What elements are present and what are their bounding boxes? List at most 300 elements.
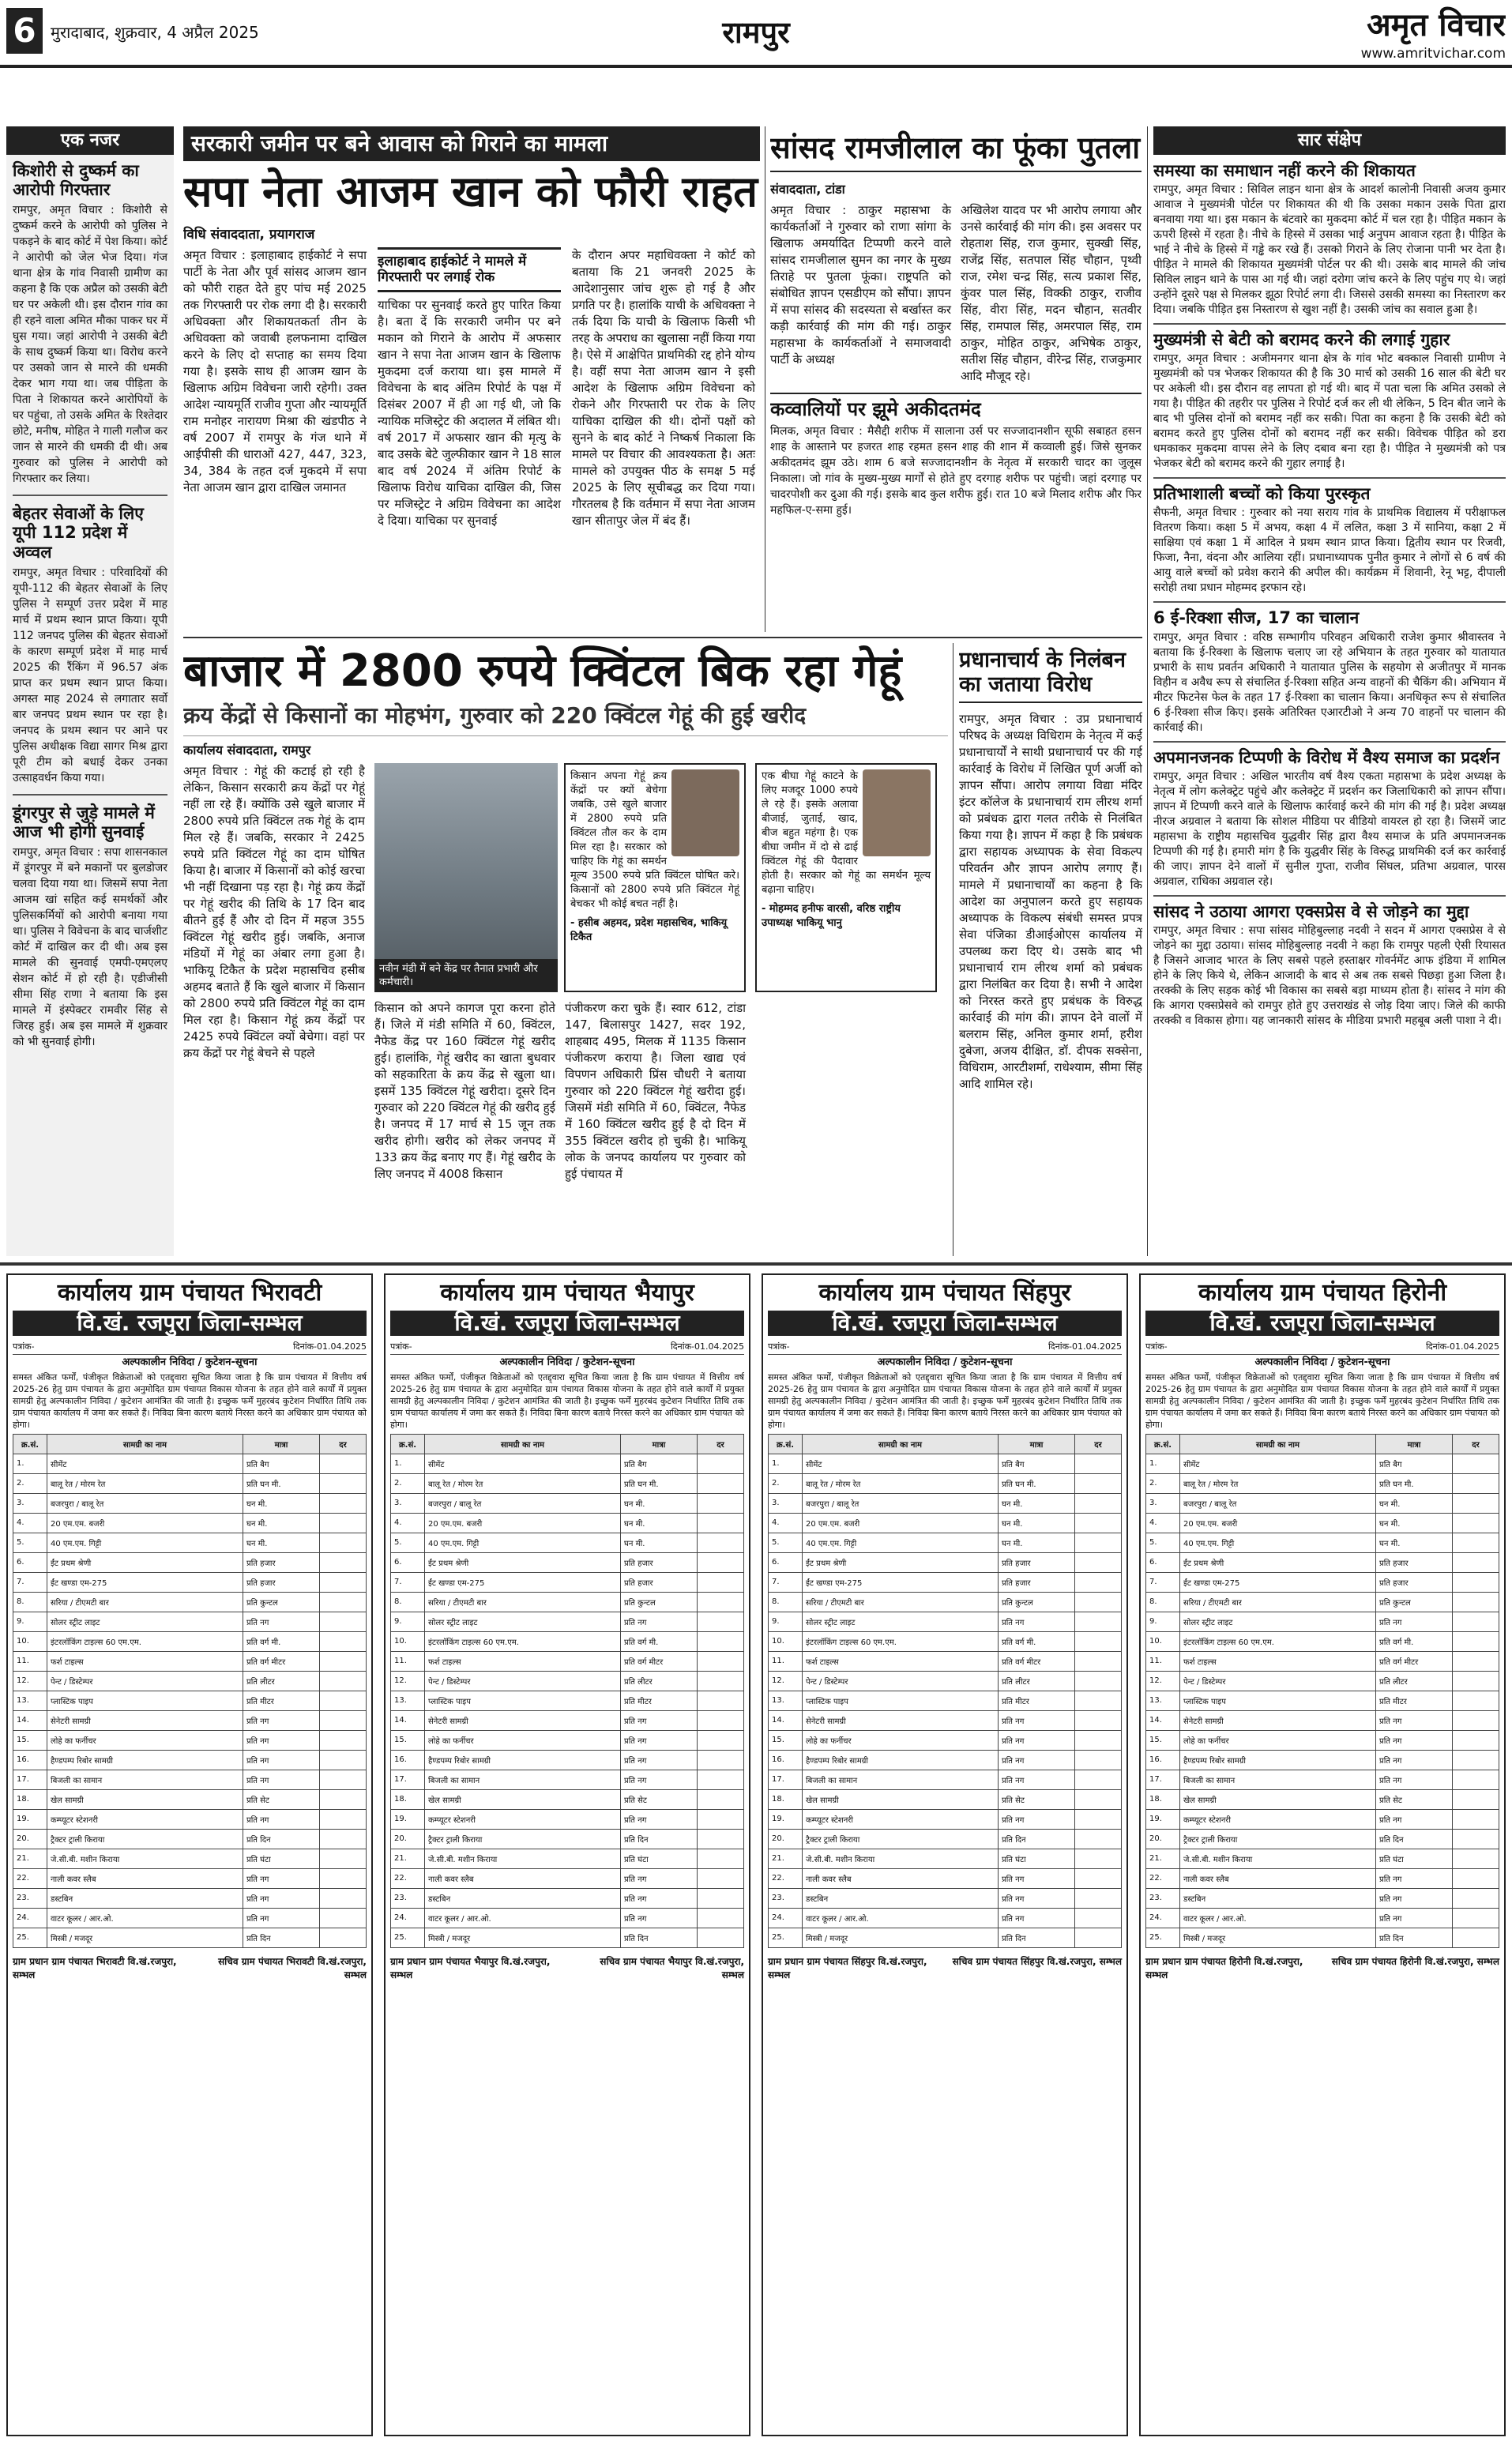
sign-sachiv: सचिव ग्राम पंचायत भैयापुर वि.खं.रजपुरा, सम्भल [600, 1955, 744, 1980]
brief-item [13, 504, 167, 785]
table-cell: 25. [769, 1928, 803, 1947]
table-cell: कम्प्यूटर स्टेशनरी [425, 1809, 621, 1829]
notice-table [768, 1434, 1122, 1948]
table-row [13, 1710, 367, 1730]
table-cell [320, 1750, 367, 1770]
table-cell: ईंट प्रथम श्रेणी [47, 1552, 243, 1572]
table-row [1146, 1868, 1499, 1888]
table-cell [1075, 1612, 1122, 1631]
table-cell: 13. [769, 1691, 803, 1710]
table-cell [698, 1473, 744, 1493]
table-cell: प्रति घन मी. [1376, 1473, 1453, 1493]
table-cell [1453, 1473, 1499, 1493]
table-cell: प्रति वर्ग मी. [621, 1631, 698, 1651]
table-cell: प्रति घंटा [1376, 1849, 1453, 1868]
table-cell [1453, 1888, 1499, 1908]
table-cell: हैण्डपम्प रिबोर सामग्री [47, 1750, 243, 1770]
table-cell: बिजली का सामान [425, 1770, 621, 1789]
table-cell: 15. [769, 1730, 803, 1750]
table-cell: पेन्ट / डिस्टेम्पर [425, 1671, 621, 1691]
table-cell [1075, 1671, 1122, 1691]
story-column: अमृत विचार : गेहूं की कटाई हो रही है लेकिन, किसान सरकारी क्रय केंद्रों पर गेहूं नहीं ला रहे हैं। क्योंकि उसे खुले बाजार में 2800 रुपये प्रति क्विंटल तक गेहूं के दाम मिल रहे हैं। जबकि, सरकार ने 2425 रुपये प्रति क्विंटल गेहूं का दाम घोषित किया है। बाजार में किसानों को कोई खरचा भी नहीं दिखाना पड़ रहा है। गेहूं क्रय केंद्रों पर गेहूं खरीद की तिथि के 17 दिन बाद बीतने हुई हैं और दो दिन में महज 355 क्विंटल गेहूं खरीद हुई। जबकि, अनाज मंडियों में गेहूं का अंबार लगा हुआ है। भाकियू टिकैत के प्रदेश महासचिव हसीब अहमद बताते हैं कि खुले बाजार में किसान को 2800 रुपये प्रति क्विंटल गेहूं का दाम मिल रहा है। किसान गेहूं क्रय केंद्रों पर 2425 रुपये क्विंटल क्यों बेचेगा। वहां पर क्रय केंद्रों पर गेहूं बेचने से पहले [183, 763, 365, 1060]
col-header: सामग्री का नाम [803, 1434, 999, 1454]
table-cell: 21. [769, 1849, 803, 1868]
table-cell: प्रति सेट [999, 1789, 1075, 1809]
table-cell: 10. [769, 1631, 803, 1651]
table-row [1146, 1671, 1499, 1691]
table-cell: जे.सी.बी. मशीन किराया [47, 1849, 243, 1868]
table-cell: 23. [13, 1888, 47, 1908]
table-row [13, 1631, 367, 1651]
table-cell [1453, 1868, 1499, 1888]
brief-body: रामपुर, अमृत विचार : अजीमनगर थाना क्षेत्र के गांव भोट बक्काल निवासी ग्रामीण ने मुख्यमंत्री को पत्र भेजकर शिकायत की है कि 30 मार्च को उसकी 16 साल की बेटी घर पर अकेली थी। इस दौरान वह लापता हो गई थी। बाद में पता चला कि अमित उसको ले गया है। पीड़ित की तहरीर पर पुलिस ने रिपोर्ट दर्ज कर ली थी लेकिन, 5 दिन बीत जाने के बाद भी पुलिस दोनों को बरामद नहीं कर सकी। पिता का कहना है कि उसकी बेटी को बरामद करते हुए पुलिस दोनों को बरामद नहीं कर सकी। विवेचक पीड़ित को डरा धमकाकर मुकदमा वापस लेने के लिए दबाव बना रहा है। पीड़ित ने मुख्यमंत्री को पत्र भेजकर बेटी को बरामद करने की गुहार लगाई है। [1153, 352, 1506, 471]
table-cell: घन मी. [243, 1533, 320, 1552]
brief-body: रामपुर, अमृत विचार : वरिष्ठ सम्भागीय परिवहन अधिकारी राजेश कुमार श्रीवास्तव ने बताया कि ई-रिक्शा के खिलाफ चलाए जा रहे अभियान के तहत गुरुवार को यातायात प्रभारी के साथ प्रवर्तन अधिकारी ने यातायात पुलिस के सहयोग से अजीतपुर में मानक विहीन व अवैध रूप से संचालित ई-रिक्शा सहित अन्य वाहनों की चैकिंग की। अभियान में मीटर फिटनेस फेल के तहत 17 ई-रिक्शा का चालान किया। अनधिकृत रूप से संचालित 6 ई-रिक्शा सीज किए। इसके अतिरिक्त एआरटीओ ने अन्य 70 वाहनों पर चालान की कार्रवाई की। [1153, 630, 1506, 734]
table-cell [698, 1928, 744, 1947]
table-cell: प्रति सेट [621, 1789, 698, 1809]
table-cell: प्रति घन मी. [999, 1473, 1075, 1493]
table-cell [1075, 1908, 1122, 1928]
story-headline: सपा नेता आजम खान को फौरी राहत [183, 167, 758, 216]
table-cell: प्रति कुन्टल [243, 1592, 320, 1612]
table-cell: 4. [13, 1513, 47, 1533]
table-cell: प्रति दिन [1376, 1928, 1453, 1947]
table-cell: नाली कवर स्लैब [803, 1868, 999, 1888]
notice-table [1145, 1434, 1499, 1948]
table-row [391, 1552, 744, 1572]
table-row [391, 1789, 744, 1809]
table-cell [1075, 1888, 1122, 1908]
table-cell: ट्रैक्टर ट्राली किराया [803, 1829, 999, 1849]
table-cell [320, 1552, 367, 1572]
table-row [391, 1730, 744, 1750]
table-cell [698, 1809, 744, 1829]
table-row [769, 1849, 1122, 1868]
table-cell: कम्प्यूटर स्टेशनरी [47, 1809, 243, 1829]
table-cell: 21. [391, 1849, 425, 1868]
table-cell: प्रति घंटा [999, 1849, 1075, 1868]
story-azam [183, 126, 760, 632]
table-cell: सरिया / टीएमटी बार [1180, 1592, 1376, 1612]
table-cell: प्रति नग [999, 1770, 1075, 1789]
notice-table-body [391, 1454, 744, 1947]
sub-body: मिलक, अमृत विचार : मैसैद्दी शरीफ में सालाना उर्स पर सज्जादानशीन सूफी सबाहत हसन शाह के आस्ताने पर हजरत शाह रहमत हसन शाह की शान में कव्वाली हुई। जिसे सुनकर अकीदतमंद झूम उठे। शाम 6 बजे सज्जादानशीन के नेतृत्व में सरकारी चादर का जुलूस निकाला। जो गांव के मुख्य-मुख्य मार्गों से होते हुए दरगाह शरीफ पर पहुंची। जहां दरगाह पर चादरपोशी कर दुआ की गई। इसके बाद कुल शरीफ हुई। रात 10 बजे मिलाद शरीफ और फिर महफिल-ए-समा हुई। [770, 425, 1142, 517]
notice-intro: समस्त अंकित फर्मों, पंजीकृत विक्रेताओं को एतद्द्वारा सूचित किया जाता है कि ग्राम पंचायत में वित्तीय वर्ष 2025-26 हेतु ग्राम पंचायत के द्वारा अनुमोदित ग्राम पंचायत विकास योजना के तहत होने वाले कार्यों में प्रयुक्त सामग्री हेतु अल्पकालीन निविदा / कुटेशन आमंत्रित की जाती है। इच्छुक फर्में मुहरबंद कुटेशन निर्धारित तिथि तक ग्राम पंचायत कार्यालय में जमा कर सकते हैं। निविदा बिना कारण बताये निरस्त करने का अधिकार ग्राम पंचायत को होगा। [1145, 1371, 1499, 1430]
table-cell [1453, 1829, 1499, 1849]
table-cell: 19. [391, 1809, 425, 1829]
table-cell: हैण्डपम्प रिबोर सामग्री [1180, 1750, 1376, 1770]
table-cell: प्रति लीटर [1376, 1671, 1453, 1691]
table-cell: 5. [1146, 1533, 1180, 1552]
table-row [1146, 1592, 1499, 1612]
quote-author: - मोहम्मद हनीफ वारसी, वरिष्ठ राष्ट्रीय उपाध्यक्ष भाकियू भानु [762, 902, 901, 929]
table-cell: 22. [769, 1868, 803, 1888]
brief-headline: समस्या का समाधान नहीं करने की शिकायत [1153, 161, 1416, 180]
notice-subtitle: वि.खं. रजपुरा जिला-सम्भल [768, 1311, 1122, 1336]
table-row [13, 1671, 367, 1691]
table-cell: प्रति घन मी. [243, 1473, 320, 1493]
table-cell: प्रति नग [243, 1888, 320, 1908]
table-cell: ट्रैक्टर ट्राली किराया [425, 1829, 621, 1849]
table-row [13, 1789, 367, 1809]
table-cell: वाटर कूलर / आर.ओ. [803, 1908, 999, 1928]
col-header: मात्रा [1376, 1434, 1453, 1454]
table-header-row [391, 1434, 744, 1454]
table-cell: घन मी. [243, 1493, 320, 1513]
table-cell: प्रति लीटर [999, 1671, 1075, 1691]
table-cell [320, 1454, 367, 1473]
table-row [769, 1454, 1122, 1473]
table-row [13, 1868, 367, 1888]
sub-headline: कव्वालियों पर झूमे अकीदतमंद [770, 397, 981, 420]
table-cell [320, 1888, 367, 1908]
brief-headline: अपमानजनक टिप्पणी के विरोध में वैश्य समाज का प्रदर्शन [1153, 747, 1500, 767]
table-row [391, 1572, 744, 1592]
date-label: दिनांक-01.04.2025 [1047, 1341, 1122, 1352]
table-cell: प्रति बैग [999, 1454, 1075, 1473]
table-cell [698, 1750, 744, 1770]
story-column: याचिका पर सुनवाई करते हुए पारित किया है। बता दें कि सरकारी जमीन पर बने मकान को गिराने के आरोप में अफसार खान ने सपा नेता आजम खान के खिलाफ मुकदमा दर्ज कराया था। इस मामले में विवेचना के बाद अंतिम रिपोर्ट के पक्ष में दिसंबर 2007 में ही आ गई थी, जो कि न्यायिक मजिस्ट्रेट की अदालत में लंबित थी। वर्ष 2017 में अफसार खान की मृत्यु के बाद उसके बेटे जुल्फीकार खान ने 18 साल बाद वर्ष 2024 में अंतिम रिपोर्ट के खिलाफ विरोध याचिका दाखिल की, जिस पर मजिस्ट्रेट ने अग्रिम विवेचना का आदेश दे दिया। याचिका पर सुनवाई [378, 298, 561, 528]
quote-box [755, 763, 937, 992]
table-cell [1075, 1750, 1122, 1770]
table-cell: 19. [13, 1809, 47, 1829]
byline: कार्यालय संवाददाता, रामपुर [183, 735, 948, 758]
table-cell: प्रति नग [243, 1710, 320, 1730]
table-cell: प्रति कुन्टल [999, 1592, 1075, 1612]
table-row [391, 1592, 744, 1612]
notice-title: कार्यालय ग्राम पंचायत हिरोनी [1198, 1279, 1447, 1307]
table-cell: लोहे का फर्नीचर [1180, 1730, 1376, 1750]
table-row [1146, 1572, 1499, 1592]
table-cell: 18. [769, 1789, 803, 1809]
table-cell: 13. [391, 1691, 425, 1710]
table-cell: प्रति नग [243, 1750, 320, 1770]
table-cell [320, 1710, 367, 1730]
table-cell: प्रति नग [621, 1750, 698, 1770]
table-cell [1075, 1928, 1122, 1947]
table-cell [698, 1612, 744, 1631]
table-header-row [769, 1434, 1122, 1454]
table-row [1146, 1612, 1499, 1631]
table-cell: प्रति दिन [999, 1829, 1075, 1849]
story-column: अमृत विचार : ठाकुर महासभा के कार्यकर्ताओं ने गुरुवार को राणा सांगा के खिलाफ अमर्यादित टिप्पणी करने वाले सांसद रामजीलाल सुमन का नगर के मुख्य तिराहे पर पुतला फूंका। राष्ट्रपति को संबोधित ज्ञापन एसडीएम को सौंपा। ज्ञापन में सपा सांसद की सदस्यता से बर्खास्त कर कड़ी कार्रवाई की मांग की गई। ठाकुर महासभा के कार्यकर्ताओं ने समाजवादी पार्टी के अध्यक्ष [770, 202, 951, 367]
table-cell: खेल सामग्री [47, 1789, 243, 1809]
table-cell: 24. [769, 1908, 803, 1928]
place-date: मुरादाबाद, शुक्रवार, 4 अप्रैल 2025 [51, 23, 259, 42]
table-cell: 21. [1146, 1849, 1180, 1868]
notice-bar-title: अल्पकालीन निविदा / कुटेशन-सूचना [877, 1356, 1013, 1368]
brief-headline: बेहतर सेवाओं के लिए यूपी 112 प्रदेश में अव्वल [13, 504, 144, 562]
table-cell: प्लास्टिक पाइप [1180, 1691, 1376, 1710]
table-cell: घन मी. [621, 1493, 698, 1513]
notice-bar-title: अल्पकालीन निविदा / कुटेशन-सूचना [499, 1356, 635, 1368]
table-cell [320, 1691, 367, 1710]
col-header: दर [698, 1434, 744, 1454]
table-cell: 7. [1146, 1572, 1180, 1592]
table-cell: प्रति दिन [243, 1928, 320, 1947]
table-cell [1075, 1849, 1122, 1868]
quote-author: - हसीब अहमद, प्रदेश महासचिव, भाकियू टिकैत [570, 916, 728, 943]
table-row [391, 1710, 744, 1730]
section-rule [0, 1262, 1512, 1266]
notice-title: कार्यालय ग्राम पंचायत भिरावटी [57, 1279, 322, 1307]
table-cell [320, 1730, 367, 1750]
brief-item [1153, 902, 1506, 1029]
table-cell [1075, 1592, 1122, 1612]
table-row [769, 1651, 1122, 1671]
table-cell [1453, 1651, 1499, 1671]
table-cell [320, 1770, 367, 1789]
table-cell: प्रति नग [621, 1612, 698, 1631]
table-cell: नाली कवर स्लैब [425, 1868, 621, 1888]
table-cell: 12. [13, 1671, 47, 1691]
table-cell: 19. [1146, 1809, 1180, 1829]
notice-table [390, 1434, 744, 1948]
table-cell: प्रति नग [1376, 1612, 1453, 1631]
col-header: दर [1453, 1434, 1499, 1454]
table-cell: प्रति घंटा [243, 1849, 320, 1868]
col-header: मात्रा [243, 1434, 320, 1454]
table-cell: प्रति नग [999, 1612, 1075, 1631]
notice-card [762, 1273, 1128, 2436]
brief-item [1153, 608, 1506, 735]
table-cell: जे.सी.बी. मशीन किराया [1180, 1849, 1376, 1868]
table-cell: प्रति दिन [621, 1928, 698, 1947]
table-cell: डस्टबिन [1180, 1888, 1376, 1908]
table-cell: सेनेटरी सामग्री [803, 1710, 999, 1730]
table-row [769, 1888, 1122, 1908]
left-column [6, 126, 174, 1256]
table-cell: लोहे का फर्नीचर [425, 1730, 621, 1750]
table-cell: बजरपुरा / बालू रेत [1180, 1493, 1376, 1513]
table-row [769, 1691, 1122, 1710]
table-cell: 25. [13, 1928, 47, 1947]
table-cell: 23. [1146, 1888, 1180, 1908]
table-cell: प्रति हजार [243, 1552, 320, 1572]
divider [1153, 323, 1506, 325]
table-row [13, 1829, 367, 1849]
table-cell: 20. [13, 1829, 47, 1849]
table-cell: प्रति घंटा [621, 1849, 698, 1868]
table-cell: 6. [1146, 1552, 1180, 1572]
table-cell: सीमेंट [47, 1454, 243, 1473]
table-row [1146, 1533, 1499, 1552]
table-cell: 7. [391, 1572, 425, 1592]
table-row [1146, 1829, 1499, 1849]
story-body: रामपुर, अमृत विचार : उप्र प्रधानाचार्य परिषद के अध्यक्ष विधिराम के नेतृत्व में कई प्रधानाचार्यों ने साथी प्रधानाचार्य पर की गई कार्रवाई के विरोध में लिखित पूर्ण अर्जी को ज्ञापन सौंपा। आरोप लगाया विद्या मंदिर इंटर कॉलेज के प्रधानाचार्य राम लीरथ शर्मा को प्रबंधक द्वारा गलत तरीके से निलंबित किया गया है। ज्ञापन में कहा है कि प्रबंधक द्वारा सहायक अध्यापक के सेवा विकल्प परिवर्तन और ज्ञापन आरोप लगाए हैं। मामले में प्रधानाचार्यों का कहना है कि आदेश का अनुपालन करते हुए सहायक अध्यापक के विकल्प संबंधी समस्त प्रपत्र सेवा पंजिका डीआईओएस कार्यालय में उपलब्ध करा दिए थे। उसके बाद भी प्रधानाचार्य राम लीरथ शर्मा को प्रबंधक द्वारा निलंबित कर दिया है। सभी ने आदेश को निरस्त करते हुए प्रबंधक के विरुद्ध कार्रवाई की मांग की। ज्ञापन देने वालों में बलराम सिंह, अनिल कुमार शर्मा, हरीश दुबेजा, अजय दीक्षित, डॉ. दीपक सक्सेना, विधिराम, आरटीशर्मा, राधेश्याम, सीमा सिंह आदि शामिल रहे। [959, 712, 1142, 1092]
table-cell [1075, 1829, 1122, 1849]
table-cell: 40 एम.एम. गिट्टी [425, 1533, 621, 1552]
table-cell: 3. [13, 1493, 47, 1513]
website-link[interactable]: www.amritvichar.com [1360, 46, 1506, 62]
table-cell: 13. [13, 1691, 47, 1710]
table-header-row [13, 1434, 367, 1454]
table-cell: 2. [769, 1473, 803, 1493]
table-row [1146, 1552, 1499, 1572]
notice-bar-title: अल्पकालीन निविदा / कुटेशन-सूचना [1254, 1356, 1390, 1368]
table-cell [1453, 1493, 1499, 1513]
table-cell [320, 1473, 367, 1493]
right-banner: सार संक्षेप [1153, 126, 1506, 155]
table-cell: बालू रेत / मोरम रेत [1180, 1473, 1376, 1493]
table-cell [1075, 1730, 1122, 1750]
table-cell: 14. [769, 1710, 803, 1730]
table-cell: 4. [391, 1513, 425, 1533]
table-cell: प्रति बैग [621, 1454, 698, 1473]
table-row [1146, 1710, 1499, 1730]
table-cell [320, 1592, 367, 1612]
table-cell [698, 1908, 744, 1928]
notice-intro: समस्त अंकित फर्मों, पंजीकृत विक्रेताओं को एतद्द्वारा सूचित किया जाता है कि ग्राम पंचायत में वित्तीय वर्ष 2025-26 हेतु ग्राम पंचायत के द्वारा अनुमोदित ग्राम पंचायत विकास योजना के तहत होने वाले कार्यों में प्रयुक्त सामग्री हेतु अल्पकालीन निविदा / कुटेशन आमंत्रित की जाती है। इच्छुक फर्में मुहरबंद कुटेशन निर्धारित तिथि तक ग्राम पंचायत कार्यालय में जमा कर सकते हैं। निविदा बिना कारण बताये निरस्त करने का अधिकार ग्राम पंचायत को होगा। [390, 1371, 744, 1430]
table-cell: 12. [769, 1671, 803, 1691]
table-cell: प्रति लीटर [621, 1671, 698, 1691]
table-cell: सोलर स्ट्रीट लाइट [425, 1612, 621, 1631]
table-cell: 2. [391, 1473, 425, 1493]
table-cell: 25. [1146, 1928, 1180, 1947]
table-cell: कम्प्यूटर स्टेशनरी [803, 1809, 999, 1829]
table-cell: 22. [13, 1868, 47, 1888]
table-row [769, 1809, 1122, 1829]
table-cell: 6. [391, 1552, 425, 1572]
table-cell [320, 1908, 367, 1928]
quote-box [564, 763, 746, 992]
table-cell [698, 1651, 744, 1671]
notice-intro: समस्त अंकित फर्मों, पंजीकृत विक्रेताओं को एतद्द्वारा सूचित किया जाता है कि ग्राम पंचायत में वित्तीय वर्ष 2025-26 हेतु ग्राम पंचायत के द्वारा अनुमोदित ग्राम पंचायत विकास योजना के तहत होने वाले कार्यों में प्रयुक्त सामग्री हेतु अल्पकालीन निविदा / कुटेशन आमंत्रित की जाती है। इच्छुक फर्में मुहरबंद कुटेशन निर्धारित तिथि तक ग्राम पंचायत कार्यालय में जमा कर सकते हैं। निविदा बिना कारण बताये निरस्त करने का अधिकार ग्राम पंचायत को होगा। [13, 1371, 367, 1430]
story-wheat [183, 643, 948, 1256]
table-cell: ईंट खण्डा एम-275 [803, 1572, 999, 1592]
table-cell: सरिया / टीएमटी बार [47, 1592, 243, 1612]
table-cell: 8. [13, 1592, 47, 1612]
table-cell [1453, 1928, 1499, 1947]
photo-caption: नवीन मंडी में बने केंद्र पर तैनात प्रभारी और कर्मचारी। [374, 959, 558, 992]
table-cell: बिजली का सामान [1180, 1770, 1376, 1789]
table-cell: प्रति घन मी. [621, 1473, 698, 1493]
table-row [13, 1770, 367, 1789]
table-row [391, 1868, 744, 1888]
table-cell: प्रति कुन्टल [1376, 1592, 1453, 1612]
table-cell: खेल सामग्री [803, 1789, 999, 1809]
table-row [1146, 1750, 1499, 1770]
table-row [391, 1533, 744, 1552]
quote-avatar [863, 769, 931, 856]
col-header: सामग्री का नाम [47, 1434, 243, 1454]
table-cell: 3. [769, 1493, 803, 1513]
table-cell: 8. [769, 1592, 803, 1612]
table-cell: सेनेटरी सामग्री [47, 1710, 243, 1730]
table-cell: प्लास्टिक पाइप [425, 1691, 621, 1710]
table-row [1146, 1928, 1499, 1947]
table-cell [698, 1691, 744, 1710]
table-row [13, 1612, 367, 1631]
table-row [13, 1572, 367, 1592]
table-cell [1453, 1849, 1499, 1868]
table-cell: प्रति नग [999, 1908, 1075, 1928]
table-cell [1075, 1473, 1122, 1493]
col-header: दर [1075, 1434, 1122, 1454]
table-cell: प्रति नग [1376, 1868, 1453, 1888]
table-row [1146, 1473, 1499, 1493]
table-cell: 16. [391, 1750, 425, 1770]
table-row [391, 1908, 744, 1928]
table-cell [1075, 1513, 1122, 1533]
table-cell: नाली कवर स्लैब [47, 1868, 243, 1888]
table-cell: प्रति नग [1376, 1730, 1453, 1750]
table-cell: 4. [1146, 1513, 1180, 1533]
table-cell: वाटर कूलर / आर.ओ. [47, 1908, 243, 1928]
col-header: क्र.सं. [769, 1434, 803, 1454]
table-cell [1453, 1513, 1499, 1533]
table-cell: 24. [391, 1908, 425, 1928]
table-row [13, 1888, 367, 1908]
table-cell: पेन्ट / डिस्टेम्पर [47, 1671, 243, 1691]
brief-item [1153, 484, 1506, 596]
table-row [769, 1473, 1122, 1493]
table-cell: प्रति नग [243, 1809, 320, 1829]
table-cell [698, 1829, 744, 1849]
table-row [769, 1928, 1122, 1947]
masthead [0, 0, 1512, 68]
notice-table-body [13, 1454, 367, 1947]
table-cell: 8. [391, 1592, 425, 1612]
table-cell: 40 एम.एम. गिट्टी [47, 1533, 243, 1552]
story-column: के दौरान अपर महाधिवक्ता ने कोर्ट को बताया कि 21 जनवरी 2025 के आदेशानुसार जांच शुरू हो गई है और प्रगति पर है। हालांकि याची के अधिवक्ता ने तर्क दिया कि याची के खिलाफ किसी भी तरह के अपराध का खुलासा नहीं किया गया है। ऐसे में आक्षेपित प्राथमिकी रद्द होने योग्य है। वहीं सपा नेता आजम खान ने इसी आदेश के खिलाफ अग्रिम विवेचना को रोकने और गिरफ्तारी पर रोक के लिए याचिका दाखिल की थी। दोनों पक्षों को सुनने के बाद कोर्ट ने निष्कर्ष निकाला कि मामले पर विचार की आवश्यकता है। अतः मामले को उपयुक्त पीठ के समक्ष 5 मई 2025 के लिए सूचीबद्ध कर दिया गया। गौरतलब है कि वर्तमान में सपा नेता आजम खान सीतापुर जेल में बंद हैं। [572, 248, 755, 528]
table-row [769, 1612, 1122, 1631]
table-cell [698, 1730, 744, 1750]
table-cell: फर्श टाइल्स [803, 1651, 999, 1671]
table-row [13, 1592, 367, 1612]
col-header: क्र.सं. [391, 1434, 425, 1454]
table-cell [1453, 1789, 1499, 1809]
table-cell: ईंट खण्डा एम-275 [425, 1572, 621, 1592]
pull-quote: इलाहाबाद हाईकोर्ट ने मामले में गिरफ्तारी पर लगाई रोक [378, 247, 561, 292]
brief-body: रामपुर, अमृत विचार : किशोरी से दुष्कर्म करने के आरोपी को पुलिस ने पकड़ने के बाद कोर्ट में पेश किया। कोर्ट ने आरोपी को जेल भेज दिया। गंज थाना क्षेत्र के गांव निवासी ग्रामीण का कहना है कि एक अप्रैल को उसकी बेटी घर पर अकेली थी। इस दौरान गांव का ही रहने वाला अमित मौका पाकर घर में घुस गया। जहां आरोपी ने उसकी बेटी के साथ दुष्कर्म किया था। विरोध करने पर उसको जान से मारने की धमकी देकर भाग गया था। जब पीड़िता के पिता ने शिकायत करने आरोपियों के घर पहुंचा, तो उसके अमित के रिश्तेदार छोटे, मनीष, मोहित ने गाली गलौज कर जान से मारने की धमकी दी थी। अब गुरुवार को पुलिस ने आरोपी को गिरफ्तार कर लिया। [13, 204, 167, 486]
table-cell: सेनेटरी सामग्री [1180, 1710, 1376, 1730]
table-cell: प्रति कुन्टल [621, 1592, 698, 1612]
table-cell: प्रति नग [621, 1770, 698, 1789]
table-cell: 14. [391, 1710, 425, 1730]
table-cell [1453, 1592, 1499, 1612]
table-cell [698, 1868, 744, 1888]
table-row [391, 1750, 744, 1770]
byline: संवाददाता, टांडा [770, 181, 845, 197]
table-cell: प्रति दिन [243, 1829, 320, 1849]
table-cell: ट्रैक्टर ट्राली किराया [47, 1829, 243, 1849]
table-cell: 14. [1146, 1710, 1180, 1730]
table-cell: प्रति हजार [243, 1572, 320, 1592]
brief-headline: मुख्यमंत्री से बेटी को बरामद करने की लगाई गुहार [1153, 330, 1450, 350]
table-cell [320, 1572, 367, 1592]
table-cell [1075, 1868, 1122, 1888]
table-cell: वाटर कूलर / आर.ओ. [425, 1908, 621, 1928]
notice-card [6, 1273, 373, 2436]
table-cell: 25. [391, 1928, 425, 1947]
story-subheadline: क्रय केंद्रों से किसानों का मोहभंग, गुरुवार को 220 क्विंटल गेहूं की हुई खरीद [183, 702, 807, 729]
wheat-photo [374, 763, 558, 992]
table-cell [1453, 1750, 1499, 1770]
col-header: दर [320, 1434, 367, 1454]
notice-subtitle: वि.खं. रजपुरा जिला-सम्भल [390, 1311, 744, 1336]
table-cell [320, 1789, 367, 1809]
table-cell: प्रति नग [243, 1868, 320, 1888]
table-cell: 16. [13, 1750, 47, 1770]
notice-subtitle: वि.खं. रजपुरा जिला-सम्भल [13, 1311, 367, 1336]
table-cell: 3. [391, 1493, 425, 1513]
notice-bar-title: अल्पकालीन निविदा / कुटेशन-सूचना [122, 1356, 258, 1368]
table-row [13, 1454, 367, 1473]
table-cell: फर्श टाइल्स [1180, 1651, 1376, 1671]
brief-headline: 6 ई-रिक्शा सीज, 17 का चालान [1153, 608, 1360, 628]
table-cell [1075, 1552, 1122, 1572]
